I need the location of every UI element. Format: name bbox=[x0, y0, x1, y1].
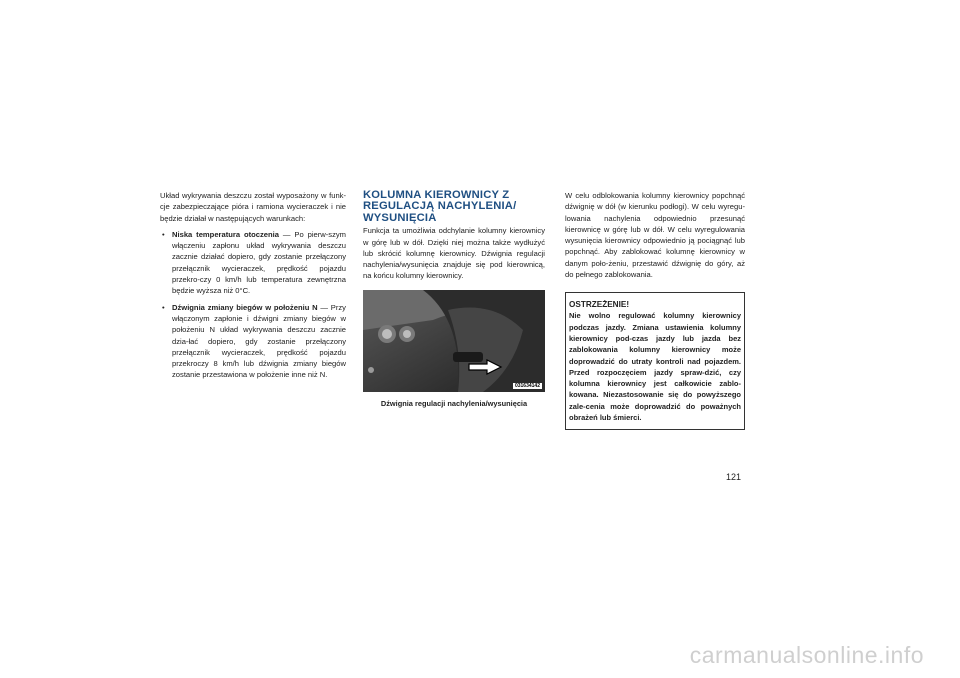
middle-column bbox=[363, 190, 545, 409]
list-item bbox=[160, 229, 346, 297]
steering-lever-illustration bbox=[363, 290, 545, 392]
figure-caption: Dźwignia regulacji nachylenia/wysunięcia bbox=[380, 398, 528, 408]
warning-text: Nie wolno regulować kolumny kierownicy podczas jazdy. Zmiana ustawienia kolumny kierownicy pod-czas jazdy lub jazda bez zablokowania kolumny kierownicy może doprowadzić do utraty kontroli nad pojazdem. Przed rozpoczęciem jazdy spraw-dzić, czy kolumna kierownicy jest całkowicie zablo-kowana. Niezastosowanie się do powyższego zale-cenia może doprowadzić do poważnych obrażeń lub śmierci. bbox=[569, 311, 741, 423]
page-number: 121 bbox=[726, 472, 742, 482]
warning-box bbox=[565, 292, 745, 430]
section-heading: KOLUMNA KIEROWNICY Z REGULACJĄ NACHYLENIA/ WYSUNIĘCIA bbox=[363, 189, 517, 224]
adjustment-instructions: W celu odblokowania kolumny kierownicy popchnąć dźwignię w dół (w kierunku podłogi). W celu wyregu-lowania nachylenia odpowiednio przesunąć kierownicę w górę lub w dół. W celu wyregulowania wysunięcia kierownicy odpowiednio ją pociągnąć lub popchnąć. Aby zablokować kolumnę kierownicy w danym poło-żeniu, przestawić dźwignię do góry, aż do pełnego zablokowania. bbox=[565, 191, 745, 280]
list-item bbox=[160, 302, 346, 381]
conditions-list bbox=[160, 229, 346, 381]
section-body: Funkcja ta umożliwia odchylanie kolumny kierownicy w górę lub w dół. Dzięki niej można także wydłużyć lub skrócić kolumnę kierownicy. Dźwignia regulacji nachylenia/wysunięcia znajduje się pod kierownicą, na końcu kolumny kierownicy. bbox=[363, 226, 545, 281]
bullet-icon: • bbox=[162, 302, 165, 312]
bullet-icon: • bbox=[162, 229, 165, 239]
right-column bbox=[565, 190, 745, 430]
bullet-text: — Po pierw-szym włączeniu zapłonu układ wykrywania deszczu zacznie działać dopiero, gdy zostanie przełączony przełącznik wycieraczek, prędkość pojazdu przekro-czy 0 km/h lub temperatura zewnętrzna będzie wyższa niż 0°C. bbox=[172, 229, 346, 296]
warning-title: OSTRZEŻENIE! bbox=[569, 300, 630, 310]
left-column bbox=[160, 190, 346, 386]
rain-sensor-intro: Układ wykrywania deszczu został wyposażony w funk-cje zabezpieczające pióra i ramiona wycieraczek i nie będzie działał w następujących warunkach: bbox=[160, 191, 346, 223]
steering-lever-photo bbox=[363, 290, 545, 392]
figure-code: 031634142 bbox=[514, 382, 540, 389]
bullet-term: Niska temperatura otoczenia bbox=[172, 229, 279, 239]
watermark: carmanualsonline.info bbox=[689, 642, 924, 668]
bullet-text: — Przy włączonym zapłonie i dźwigni zmiany biegów w położeniu N układ wykrywania deszczu zacznie dzia-łać dopiero, gdy zostanie przełączony przełącznik wycieraczek, prędkość pojazdu przekroczy 8 km/h lub dźwignia zmiany biegów zostanie przestawiona w położenie inne niż N. bbox=[172, 302, 346, 380]
bullet-term: Dźwignia zmiany biegów w położeniu N bbox=[172, 302, 318, 312]
